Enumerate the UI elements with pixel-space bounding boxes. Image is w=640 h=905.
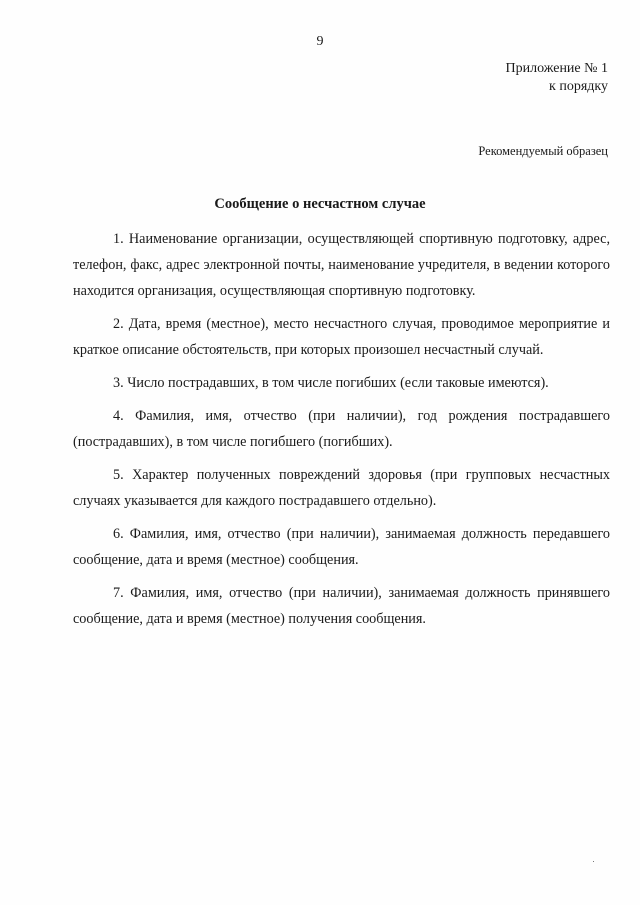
document-body	[73, 226, 610, 632]
sample-note: Рекомендуемый образец	[478, 144, 608, 158]
paragraph-1: 1. Наименование организации, осуществляющей спортивную подготовку, адрес, телефон, факс, адрес электронной почты, наименование учредителя, в ведении которого находится организация, осуществляющая спортивную подготовку.	[73, 231, 610, 299]
paragraph-7: 7. Фамилия, имя, отчество (при наличии), занимаемая должность принявшего сообщение, дата и время (местное) получения сообщения.	[73, 585, 610, 627]
paragraph-6: 6. Фамилия, имя, отчество (при наличии), занимаемая должность передавшего сообщение, дата и время (местное) сообщения.	[73, 526, 610, 568]
scan-speck	[593, 861, 594, 862]
appendix-line-2: к порядку	[549, 79, 608, 94]
appendix-header	[506, 60, 609, 96]
appendix-line-1: Приложение № 1	[505, 61, 608, 76]
page-number: 9	[316, 34, 324, 49]
paragraph-5: 5. Характер полученных повреждений здоровья (при групповых несчастных случаях указывается для каждого пострадавшего отдельно).	[73, 467, 610, 509]
paragraph-2: 2. Дата, время (местное), место несчастного случая, проводимое мероприятие и краткое описание обстоятельств, при которых произошел несчастный случай.	[73, 316, 610, 358]
paragraph-3: 3. Число пострадавших, в том числе погибших (если таковые имеются).	[113, 375, 549, 391]
document-title: Сообщение о несчастном случае	[214, 196, 426, 212]
paragraph-4: 4. Фамилия, имя, отчество (при наличии), год рождения пострадавшего (пострадавших), в том числе погибшего (погибших).	[73, 408, 610, 450]
